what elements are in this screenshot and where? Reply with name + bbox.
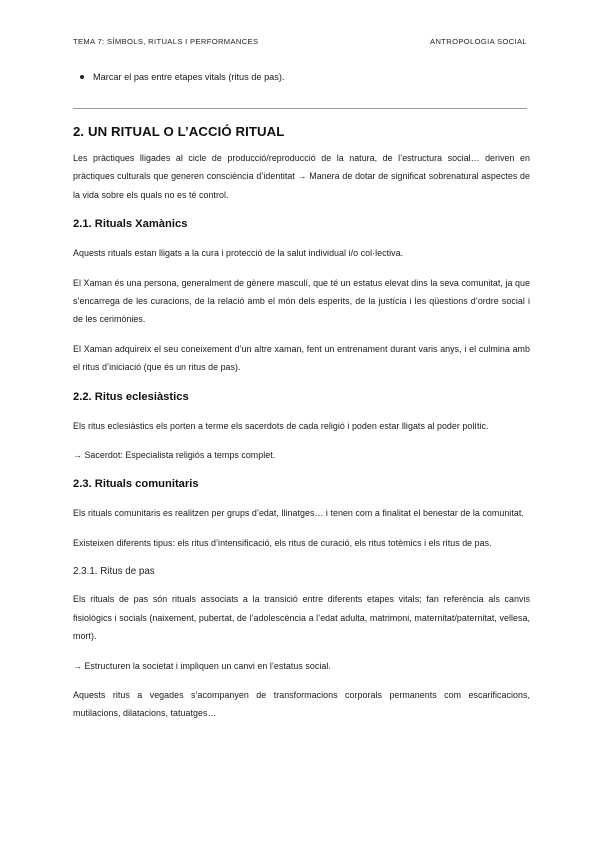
bullet-item (80, 72, 285, 82)
section-2-3-heading: 2.3. Rituals comunitaris (73, 478, 199, 491)
header-subject: ANTROPOLOGIA SOCIAL (430, 37, 527, 46)
section-2-1-paragraph-3: El Xaman adquireix el seu coneixement d’un altre xaman, fent un entrenament durant varis anys, i el culmina amb el ritus d’iniciació (que és un ritus de pas). (73, 343, 530, 373)
section-2-1-paragraph-2: El Xaman és una persona, generalment de gènere masculí, que té un estatus elevat dins la seva comunitat, ja que s’encarrega de les curacions, de la relació amb el món dels esperits, de la justícia i les qüestions d’ordre social i de les cerimònies. (73, 277, 530, 325)
section-2-1-paragraph-1: Aquests rituals estan lligats a la cura i protecció de la salut individual i/o col·lectiva. (73, 248, 404, 259)
section-2-3-1-heading: 2.3.1. Ritus de pas (73, 566, 155, 578)
section-2-2-paragraph-2: → Sacerdot: Especialista religiós a temps complet. (73, 450, 276, 461)
bullet-dot-icon (80, 75, 84, 79)
section-2-3-1-paragraph-3: Aquests ritus a vegades s’acompanyen de transformacions corporals permanents com escarificacions, mutilacions, dilatacions, tatuatges… (73, 689, 530, 719)
section-2-intro: Les pràctiques lligades al cicle de producció/reproducció de la natura, de l’estructura social… deriven en pràctiques culturals que generen consciència d’identitat → Manera de dotar de significat sobrenatural aspectes de la vida sobre els quals no es té control. (73, 153, 530, 200)
section-divider (73, 108, 527, 109)
page-header (73, 37, 527, 46)
section-2-3-1-paragraph-1: Els rituals de pas són rituals associats a la transició entre diferents etapes vitals; fan referència als canvis fisiològics i socials (naixement, pubertat, de l’adolescència a l’edat adulta, matrimoni, maternitat/paternitat, vellesa, mort). (73, 594, 530, 642)
header-course-topic: TEMA 7: SÍMBOLS, RITUALS I PERFORMANCES (73, 37, 259, 46)
section-2-3-paragraph-1: Els rituals comunitaris es realitzen per grups d’edat, llinatges… i tenen com a finalitat el benestar de la comunitat. (73, 508, 524, 519)
section-2-heading: 2. UN RITUAL O L’ACCIÓ RITUAL (73, 124, 285, 139)
bullet-text: Marcar el pas entre etapes vitals (ritus de pas). (93, 72, 285, 82)
section-2-2-paragraph-1: Els ritus eclesiàstics els porten a terme els sacerdots de cada religió i poden estar lligats al poder polític. (73, 420, 489, 431)
section-2-1-heading: 2.1. Rituals Xamànics (73, 218, 188, 231)
section-2-3-paragraph-2: Existeixen diferents tipus: els ritus d’intensificació, els ritus de curació, els ritus totèmics i els ritus de pas. (73, 537, 492, 548)
document-content (73, 124, 530, 734)
section-2-2-heading: 2.2. Ritus eclesiàstics (73, 390, 189, 403)
section-2-3-1-paragraph-2: → Estructuren la societat i impliquen un canvi en l’estatus social. (73, 660, 331, 671)
